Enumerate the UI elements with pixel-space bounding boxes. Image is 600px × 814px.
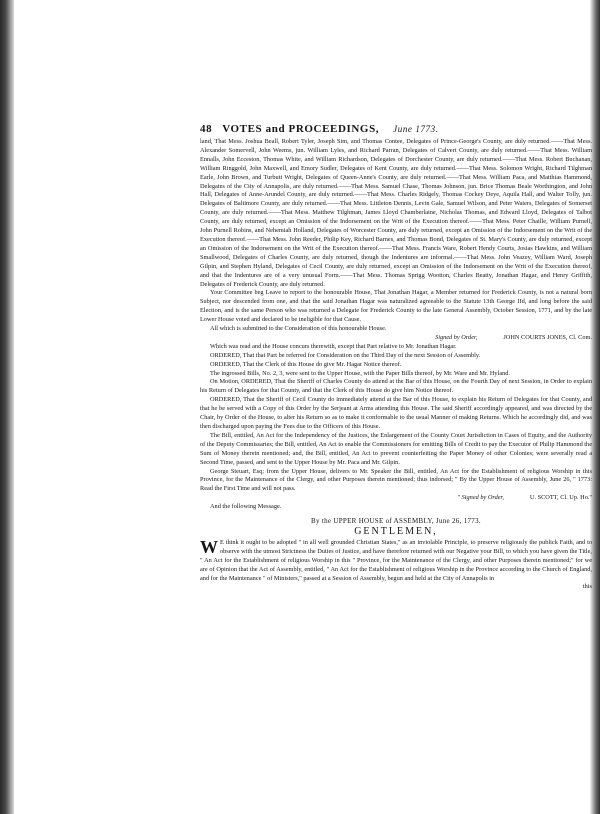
paragraph-submitted: All which is submitted to the Consideration of this honourable House. <box>210 325 387 333</box>
page-header <box>200 122 592 136</box>
document-column <box>200 122 592 592</box>
paragraph-ingrossed-bills: The ingrossed Bills, No. 2, 3, were sent to the Upper House, with the Paper Bills thereof, by Mr. Ware and Mr. Hyland. <box>210 369 510 377</box>
page-title: VOTES and PROCEEDINGS, <box>222 123 380 135</box>
paragraph-returns: land, That Mess. Joshua Beall, Robert Tyler, Joseph Sim, and Thomas Contee, Delegates of Prince-George's County, are duly returned.——That Mess. Alexander Somervell, John Weems, jun. William Lyles, and Richard Parran, Delegates of Calvert County, are duly returned.——That Mess. William Ennalls, John Ecceston, Thomas White, and William Richardson, Delegates of Dorchester County, are duly returned.——That Mess. Robert Buchanan, William Ringgold, John Maxwell, and Emory Sudler, Delegates of Kent County, are duly returned.——That Mess. Solomon Wright, Richard Tilghman Earle, John Brown, and Turbutt Wright, Delegates of Queen-Anne's County, are duly returned.——That Mess. William Paca, and Matthias Hammond, Delegates of the City of Annapolis, are duly returned.——That Mess. Samuel Chase, Thomas Johnson, jun. Brice Thomas Beale Worthington, and John Hall, Delegates of Anne-Arundel County, are duly returned.——That Mess. Charles Ridgely, Thomas Cockey Deye, Aquila Hall, and Walter Tolly, jun. Delegates of Baltimore County, are duly returned.——That Mess. Littleton Dennis, Levin Gale, Samuel Wilson, and Peter Waters, Delegates of Somerset County, are duly returned.——That Mess. Matthew Tilghman, James Lloyd Chamberlaine, Nicholas Thomas, and Edward Lloyd, Delegates of Talbot County, are duly returned, except an Omission of the Indorsement on the Writ of the Execution thereof.——That Mess. Peter Chaille, William Purnell, John Purnell Robins, and Nehemiah Holland, Delegates of Worcester County, are duly returned, except an Omission of the Indorsement on the Writ of the Execution thereof.——That Mess. John Reeder, Philip Key, Richard Barnes, and Thomas Bond, Delegates of St. Mary's County, are duly returned, except an Omission of the Indorsement on the Writ of the Execution thereof.——That Mess. Francis Ware, Robert Hendy Courts, Josias Hawkins, and William Smallwood, Delegates of Charles County, are duly returned, though the Indentures are informal.——That Mess. John Veazey, William Ward, Joseph Gilpin, and Stephen Hyland, Delegates of Cecil County, are duly returned, except an Omission of the Indorsement on the Writ of the Execution thereof, and that the Indentures are of a very unusual Form.——That Mess. Thomas Sprigg Wootton, Charles Beatty, Jonathan Hagar, and Henry Griffith, Delegates of Frederick County, are duly returned. <box>200 138 592 288</box>
signature-label: " Signed by Order, <box>457 494 504 502</box>
paragraph-bills-read: The Bill, entitled, An Act for the Independency of the Justices, the Enlargement of the County Court Jurisdiction in Cases of Equity, and the Authority of the Deputy Commissaries; the Bill, entitled, An Act to enable the Commissioners for emitting Bills of Credit to pay the Executor of Philip Hammond the Sum of Money therein mentioned; and, the Bill, entitled, An Act to prevent counterfeiting the Paper Money of other Colonies; were severally read a Second Time, passed, and sent to the Upper House by Mr. Paca and Mr. Gilpin. <box>200 431 592 466</box>
message-text: E think it ought to be adopted " in all well grounded Christian States," as an inviolable Principle, to preserve religiously the publick Faith, and to observe with the utmost Strictness the Duties of Justice, and have therefore returned with our Negative your Bill, to which you have given the Title, " An Act for the Establishment of religious Worship in this " Province, for the Maintenance of the Clergy, and other Purposes therein mentioned;" for we are of Opinion that the Act of Assembly, entitled, " An Act for the Establishment of religious Worship in the Province according to the Church of England, and for the Maintenance " of Ministers," passed at a Session of Assembly, begun and held at the City of Annapolis in <box>200 538 592 582</box>
signature-committee <box>200 334 592 343</box>
paragraph-ordered-cecil: ORDERED, That the Sheriff of Cecil County do immediately attend at the Bar of this House, to explain his Return of Delegates for that County, and that he be served with a Copy of this Order by the Serjeant at Arms attending this House. The said Sheriff accordingly appeared, and was directed by the Chair, by Order of the House, to alter his Return so as to make it conformable to the usual Manner of making Returns. Which he accordingly did, and was then discharged upon paying the Fees due to the Officers of this House. <box>200 396 592 430</box>
catchword: this <box>582 583 592 591</box>
paragraph-ordered-notice: ORDERED, That the Clerk of this House do give Mr. Hagar Notice thereof. <box>210 360 402 368</box>
paragraph-committee-report: Your Committee beg Leave to report to the honourable House, That Jonathan Hagar, a Member returned for Frederick County, is not a natural born Subject, nor descended from one, and that the said Jonathan Hagar was naturalized agreeable to the Statute 13th George IId, and long before the said Election, and is the same Person who was returned a Delegate for Frederick County to the late General Assembly, October Session, 1771, and by the late Lower House voted and declared to be ineligible for that Cause. <box>200 289 592 324</box>
page-date: June 1773. <box>393 124 439 134</box>
signature-name: JOHN COURTS JONES, Cl. Com. <box>503 333 592 341</box>
following-message: And the following Message. <box>210 503 282 511</box>
message-header: By the UPPER HOUSE of ASSEMBLY, June 26, 1773. <box>311 517 481 526</box>
paragraph-upper-house-bill: George Steuart, Esq; from the Upper House, delivers to Mr. Speaker the Bill, entitled, An Act for the Establishment of religious Worship in this Province, for the Maintenance of the Clergy, and other Purposes therein mentioned; thus indorsed; " By the Upper House of Assembly, June 26, " 1773: Read the First Time and will not pass. <box>200 467 592 493</box>
signature-upper-house <box>200 494 592 503</box>
signature-name: U. SCOTT, Cl. Up. Ho." <box>529 494 592 502</box>
drop-cap: W <box>200 536 218 557</box>
message-body <box>200 536 592 584</box>
paragraph-ordered-referred: ORDERED, That that Part be referred for Consideration on the Third Day of the next Session of Assembly. <box>210 351 481 359</box>
message-salutation: GENTLEMEN, <box>354 525 438 537</box>
page-edge-left <box>0 0 14 814</box>
paragraph-concurs: Which was read and the House concurs therewith, except that Part relative to Mr. Jonathan Hagar. <box>210 342 457 350</box>
signature-label: Signed by Order, <box>435 333 478 341</box>
paragraph-motion-charles: On Motion, ORDERED, That the Sheriff of Charles County do attend at the Bar of this House, on the Fourth Day of next Session, in Order to explain his Return of Delegates for that County, and that the Clerk of this House do give him Notice thereof. <box>200 378 592 395</box>
page-number: 48 <box>200 123 213 135</box>
